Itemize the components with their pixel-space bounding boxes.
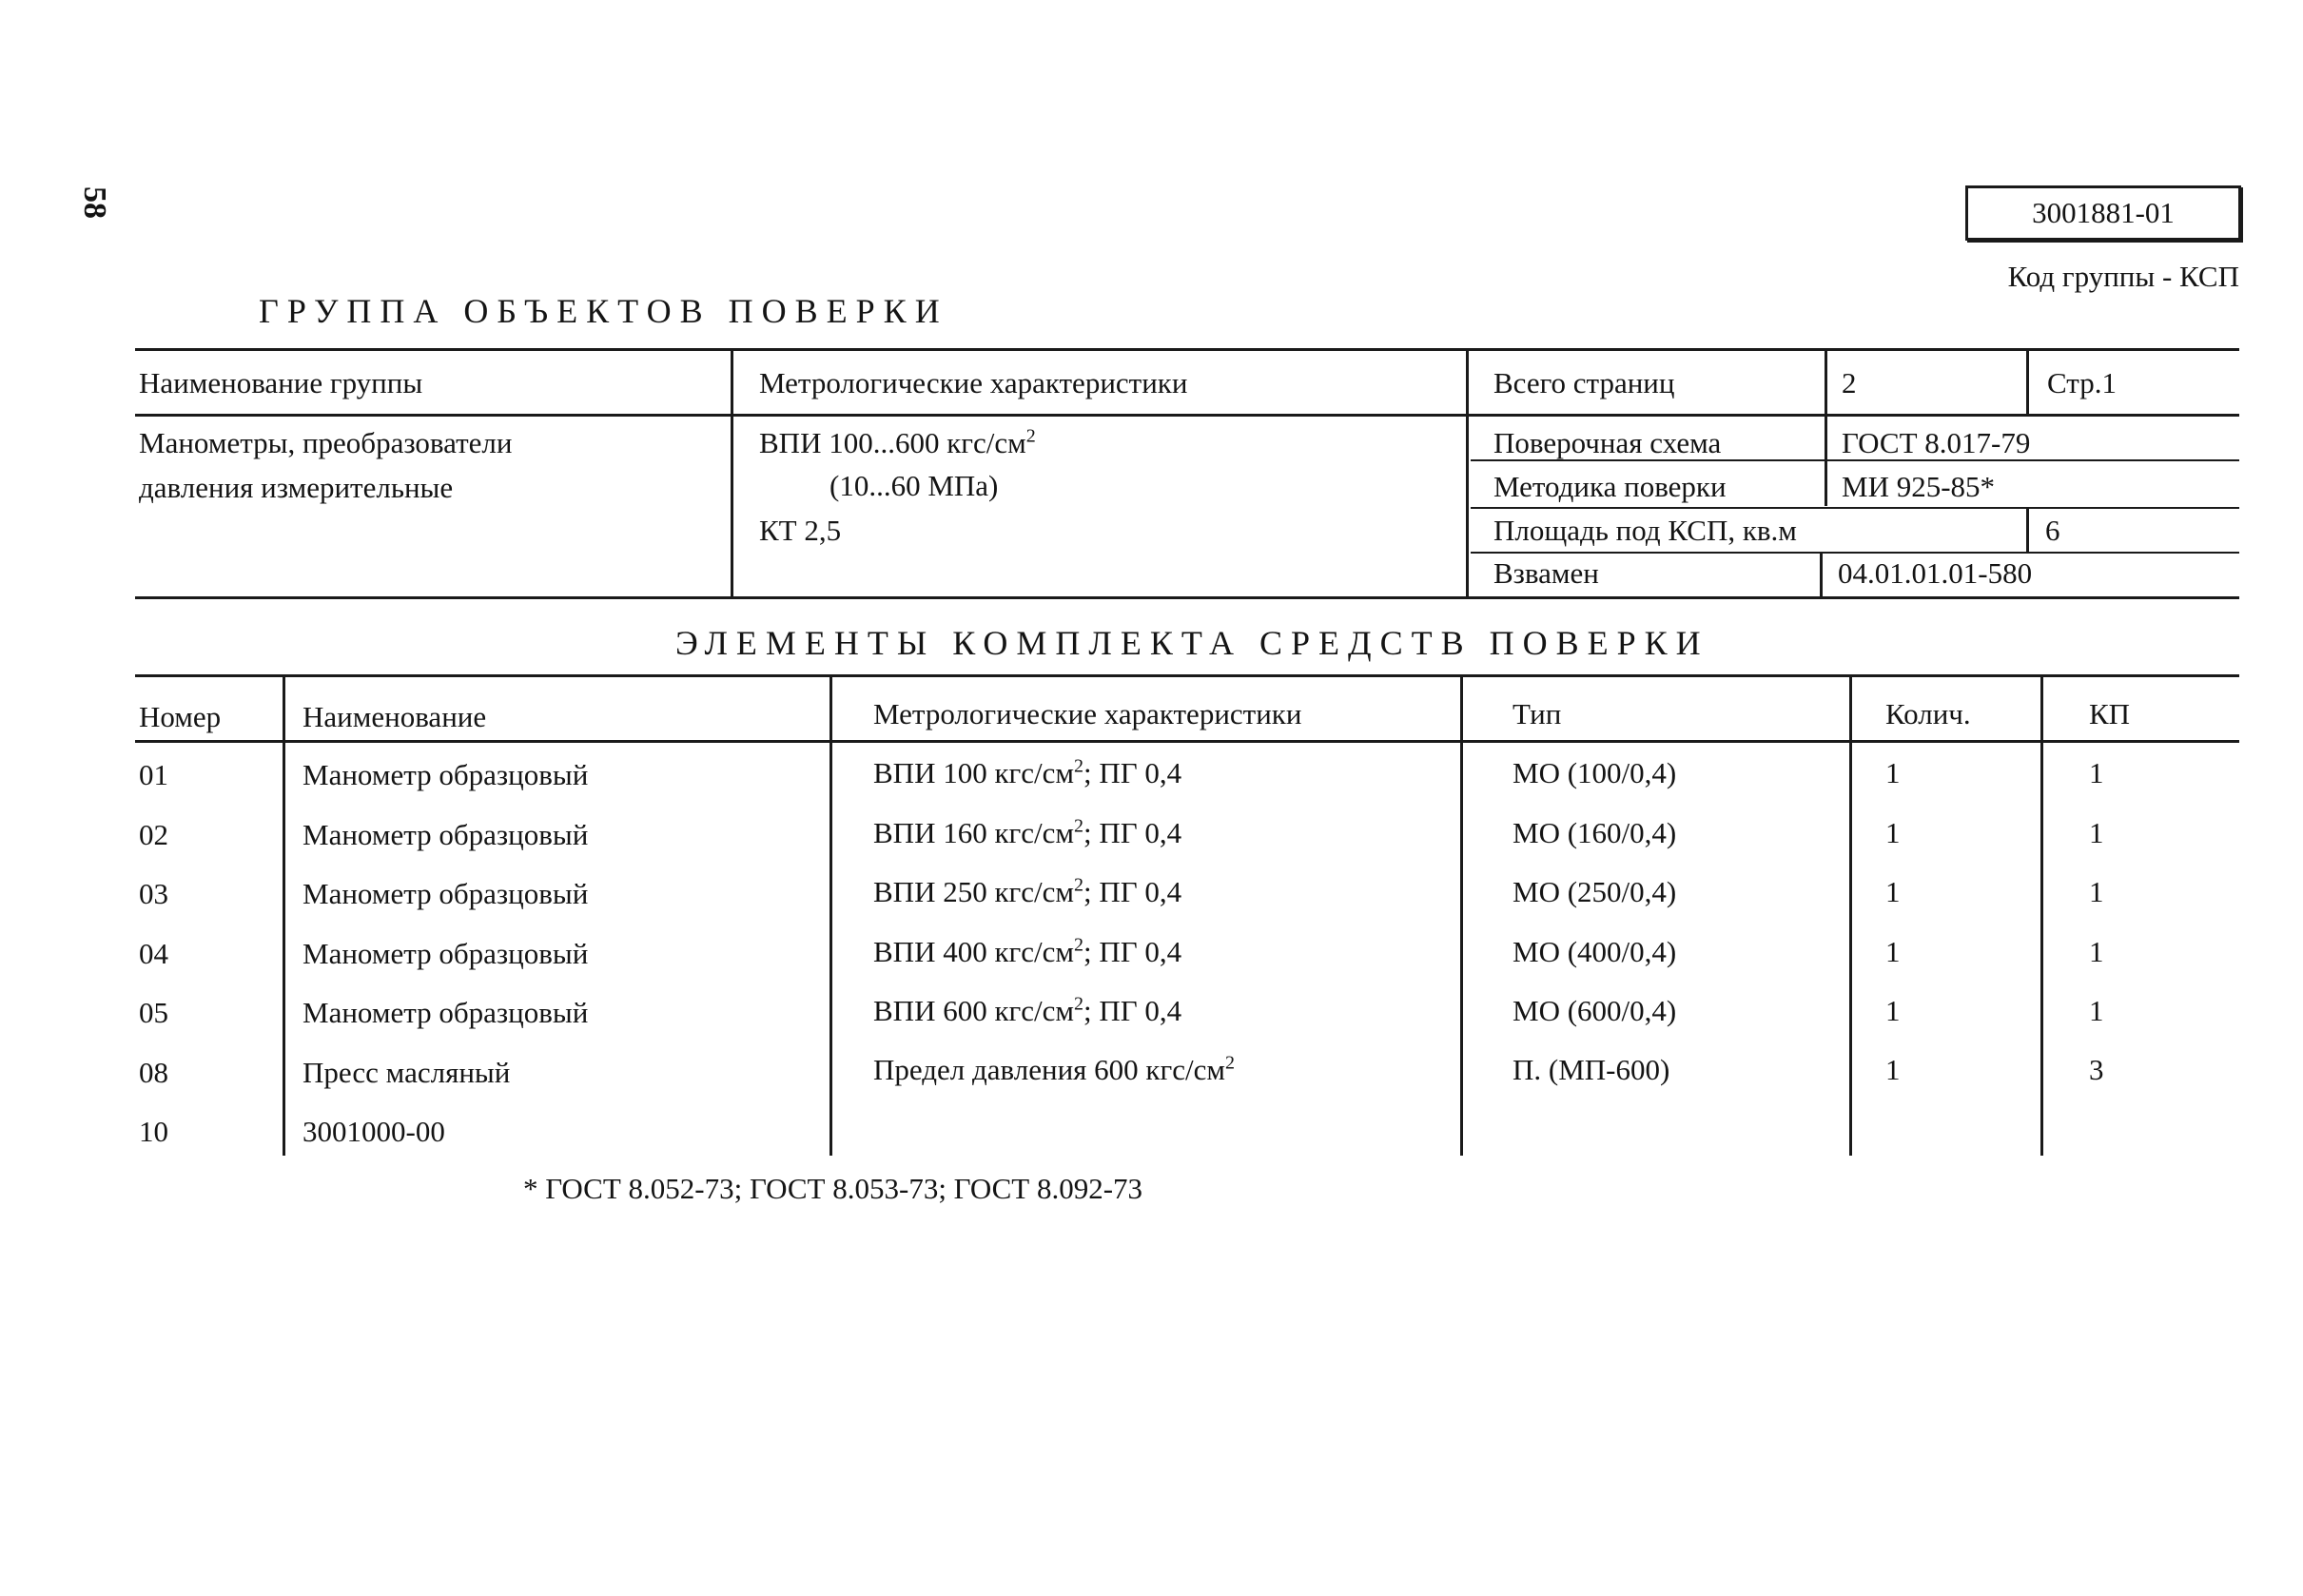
section2-col-divider-4 [1849, 674, 1852, 1156]
row-type: МО (600/0,4) [1513, 994, 1677, 1027]
section1-col-divider-4 [2026, 348, 2029, 415]
row-kp: 1 [2089, 816, 2104, 849]
scheme-value: ГОСТ 8.017-79 [1842, 426, 2031, 459]
group-name-line2: давления измерительные [139, 471, 454, 504]
section1-col-divider-5 [2026, 507, 2029, 553]
row-name: Манометр образцовый [303, 937, 589, 970]
page-number: 58 [77, 186, 112, 219]
col-header-name: Наименование [303, 700, 487, 733]
section1-top-rule [135, 348, 2239, 351]
header-total-pages-value: 2 [1842, 366, 1857, 399]
row-quantity: 1 [1885, 1053, 1901, 1086]
row-quantity: 1 [1885, 994, 1901, 1027]
row-metrological: ВПИ 600 кгс/$см^2$; ПГ 0,4 [873, 993, 1182, 1027]
section2-col-divider-5 [2040, 674, 2043, 1156]
replace-value: 04.01.01.01-580 [1838, 556, 2033, 590]
section2-header-rule [135, 740, 2239, 743]
row-number: 08 [139, 1056, 168, 1089]
row-quantity: 1 [1885, 816, 1901, 849]
section1-col-divider-3 [1825, 348, 1827, 506]
header-total-pages-label: Всего страниц [1493, 366, 1675, 399]
header-page: Стр.1 [2047, 366, 2117, 399]
header-group-name: Наименование группы [139, 366, 423, 399]
metro-range-mpa: (10...60 МПа) [829, 469, 999, 502]
row-kp: 1 [2089, 935, 2104, 968]
row-number: 05 [139, 996, 168, 1029]
row-type: МО (100/0,4) [1513, 756, 1677, 789]
row-name: Манометр образцовый [303, 818, 589, 851]
method-label: Методика поверки [1493, 470, 1727, 503]
row-type: МО (160/0,4) [1513, 816, 1677, 849]
row-kp: 1 [2089, 875, 2104, 908]
col-header-metrological: Метрологические характеристики [873, 697, 1302, 730]
row-name: Манометр образцовый [303, 996, 589, 1029]
col-header-type: Тип [1513, 697, 1562, 730]
row-kp: 1 [2089, 756, 2104, 789]
section2-top-rule [135, 674, 2239, 677]
section2-col-divider-1 [283, 674, 285, 1156]
row-metrological: ВПИ 400 кгс/$см^2$; ПГ 0,4 [873, 934, 1182, 968]
section1-col-divider-2 [1466, 348, 1469, 597]
section2-col-divider-3 [1460, 674, 1463, 1156]
method-value: МИ 925-85* [1842, 470, 1996, 503]
row-kp: 1 [2089, 994, 2104, 1027]
props-rule-2 [1471, 507, 2239, 509]
replace-label: Взвамен [1493, 556, 1599, 590]
section1-col-divider-6 [1820, 552, 1823, 597]
col-header-quantity: Колич. [1885, 697, 1971, 730]
row-name: Пресс масляный [303, 1056, 511, 1089]
group-name-line1: Манометры, преобразователи [139, 426, 513, 459]
col-header-number: Номер [139, 700, 222, 733]
row-name: Манометр образцовый [303, 758, 589, 791]
row-metrological: ВПИ 250 кгс/$см^2$; ПГ 0,4 [873, 874, 1182, 908]
row-name: 3001000-00 [303, 1115, 445, 1148]
section2-col-divider-2 [829, 674, 832, 1156]
footnote: * ГОСТ 8.052-73; ГОСТ 8.053-73; ГОСТ 8.092-73 [523, 1172, 1143, 1205]
metro-range: ВПИ 100...600 кгс/$см^2$ [759, 425, 1036, 459]
group-code-box: 3001881-01 [1965, 185, 2241, 241]
area-label: Площадь под КСП, кв.м [1493, 514, 1797, 547]
section1-header-rule [135, 414, 2239, 417]
props-rule-3 [1471, 552, 2239, 554]
row-number: 04 [139, 937, 168, 970]
scheme-label: Поверочная схема [1493, 426, 1722, 459]
row-number: 03 [139, 877, 168, 910]
area-value: 6 [2045, 514, 2060, 547]
section1-col-divider-1 [731, 348, 733, 597]
row-name: Манометр образцовый [303, 877, 589, 910]
row-type: МО (400/0,4) [1513, 935, 1677, 968]
row-type: МО (250/0,4) [1513, 875, 1677, 908]
header-metrological: Метрологические характеристики [759, 366, 1188, 399]
group-code-caption: Код группы - КСП [2007, 260, 2239, 293]
row-metrological: ВПИ 100 кгс/$см^2$; ПГ 0,4 [873, 755, 1182, 789]
row-metrological: ВПИ 160 кгс/$см^2$; ПГ 0,4 [873, 815, 1182, 849]
row-type: П. (МП-600) [1513, 1053, 1670, 1086]
row-quantity: 1 [1885, 875, 1901, 908]
row-metrological: Предел давления 600 кгс/$см^2$ [873, 1052, 1235, 1086]
col-header-kp: КП [2089, 697, 2131, 730]
section1-bottom-rule [135, 596, 2239, 599]
row-number: 01 [139, 758, 168, 791]
row-quantity: 1 [1885, 756, 1901, 789]
row-number: 10 [139, 1115, 168, 1148]
section2-title: ЭЛЕМЕНТЫ КОМПЛЕКТА СРЕДСТВ ПОВЕРКИ [675, 624, 1709, 662]
row-kp: 3 [2089, 1053, 2104, 1086]
section1-title: ГРУППА ОБЪЕКТОВ ПОВЕРКИ [259, 292, 948, 330]
metro-accuracy-class: КТ 2,5 [759, 514, 842, 547]
row-number: 02 [139, 818, 168, 851]
row-quantity: 1 [1885, 935, 1901, 968]
